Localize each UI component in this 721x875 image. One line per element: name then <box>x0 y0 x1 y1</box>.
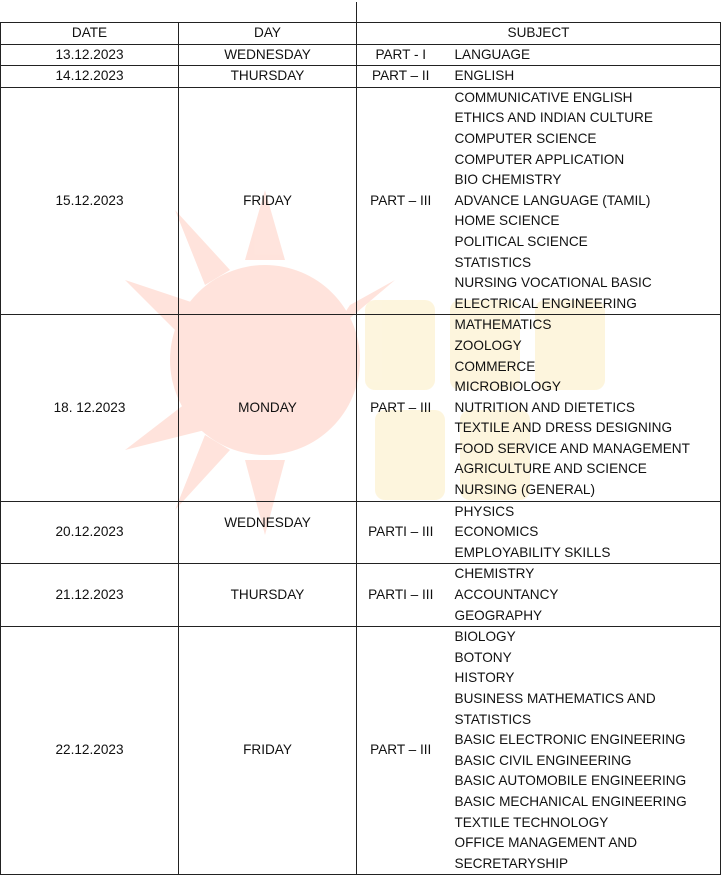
header-row <box>1 23 721 45</box>
row-subjects <box>445 315 721 501</box>
row-day-label: WEDNESDAY <box>224 46 311 62</box>
subject-item: ECONOMICS <box>454 524 539 540</box>
row-date: 18. 12.2023 <box>1 315 179 501</box>
table-row <box>1 66 721 88</box>
subject-item: HOME SCIENCE <box>454 213 560 229</box>
subject-item: BUSINESS MATHEMATICS AND <box>454 691 656 706</box>
row-part: PART – III <box>357 627 445 875</box>
subject-item: COMMERCE <box>454 358 536 374</box>
exam-timetable <box>0 2 721 875</box>
subject-item: SECRETARYSHIP <box>454 855 569 871</box>
row-day <box>179 564 357 627</box>
row-day-label: FRIDAY <box>243 192 292 208</box>
table-row <box>1 501 721 564</box>
row-part: PART – III <box>357 315 445 501</box>
row-subjects <box>445 501 721 564</box>
subject-item: BASIC CIVIL ENGINEERING <box>454 752 632 768</box>
subject-item: ENGLISH <box>454 68 515 84</box>
row-day <box>179 627 357 875</box>
row-day <box>179 66 357 88</box>
subject-item: BOTONY <box>454 649 512 665</box>
header-subject: SUBJECT <box>357 23 721 45</box>
row-date: 22.12.2023 <box>1 627 179 875</box>
subject-item: AGRICULTURE AND SCIENCE <box>454 461 647 477</box>
row-subjects <box>445 66 721 88</box>
table-row <box>1 44 721 66</box>
row-day <box>179 44 357 66</box>
subject-item: ACCOUNTANCY <box>454 587 559 603</box>
subject-item: GEOGRAPHY <box>454 607 543 623</box>
subject-item: COMPUTER SCIENCE <box>454 130 597 146</box>
row-day-label: WEDNESDAY <box>224 515 311 531</box>
subject-item: BASIC ELECTRONIC ENGINEERING <box>454 732 686 748</box>
subject-item: MATHEMATICS <box>454 317 552 333</box>
header-day: DAY <box>179 23 357 45</box>
subject-item: ZOOLOGY <box>454 337 522 353</box>
subject-item: TEXTILE AND DRESS DESIGNING <box>454 420 673 436</box>
subject-item: BASIC AUTOMOBILE ENGINEERING <box>454 773 687 789</box>
subject-item: NURSING VOCATIONAL BASIC <box>454 275 652 291</box>
subject-item: COMMUNICATIVE ENGLISH <box>454 89 633 105</box>
header-date: DATE <box>1 23 179 45</box>
row-date: 14.12.2023 <box>1 66 179 88</box>
row-subjects <box>445 87 721 315</box>
subject-item: ADVANCE LANGUAGE (TAMIL) <box>454 192 651 208</box>
subject-item: BASIC MECHANICAL ENGINEERING <box>454 793 687 809</box>
row-part: PARTI – III <box>357 501 445 564</box>
table-row <box>1 627 721 875</box>
row-day-label: THURSDAY <box>230 68 305 84</box>
row-part: PARTI – III <box>357 564 445 627</box>
row-subjects <box>445 564 721 627</box>
table-row <box>1 87 721 315</box>
subject-item: NUTRITION AND DIETETICS <box>454 399 636 415</box>
top-blank-row <box>1 2 721 23</box>
subject-item: PHYSICS <box>454 503 515 519</box>
row-day <box>179 501 357 564</box>
subject-item: BIO CHEMISTRY <box>454 172 562 188</box>
row-subjects <box>445 44 721 66</box>
row-date: 13.12.2023 <box>1 44 179 66</box>
subject-item: FOOD SERVICE AND MANAGEMENT <box>454 440 690 456</box>
row-day <box>179 87 357 315</box>
subject-item: HISTORY <box>454 670 515 686</box>
row-day-label: MONDAY <box>238 399 297 415</box>
subject-item: OFFICE MANAGEMENT AND <box>454 835 638 851</box>
subject-item: BIOLOGY <box>454 629 516 645</box>
row-part: PART – III <box>357 87 445 315</box>
row-date: 20.12.2023 <box>1 501 179 564</box>
subject-item: NURSING (GENERAL) <box>454 482 595 498</box>
subject-item: MICROBIOLOGY <box>454 379 561 395</box>
subject-item: EMPLOYABILITY SKILLS <box>454 544 611 560</box>
table-row <box>1 564 721 627</box>
subject-item: POLITICAL SCIENCE <box>454 233 588 249</box>
row-part: PART – II <box>357 66 445 88</box>
row-day <box>179 315 357 501</box>
row-part: PART - I <box>357 44 445 66</box>
subject-item: ETHICS AND INDIAN CULTURE <box>454 110 653 126</box>
subject-item: STATISTICS <box>454 254 532 270</box>
row-date: 21.12.2023 <box>1 564 179 627</box>
row-date: 15.12.2023 <box>1 87 179 315</box>
subject-item: CHEMISTRY <box>454 566 535 582</box>
row-subjects <box>445 627 721 875</box>
subject-item: STATISTICS <box>454 711 532 727</box>
row-day-label: THURSDAY <box>230 587 305 603</box>
subject-item: ELECTRICAL ENGINEERING <box>454 295 637 311</box>
subject-item: COMPUTER APPLICATION <box>454 151 625 167</box>
subject-item: LANGUAGE <box>454 46 531 62</box>
table-row <box>1 315 721 501</box>
subject-item: TEXTILE TECHNOLOGY <box>454 814 609 830</box>
row-day-label: FRIDAY <box>243 742 292 758</box>
